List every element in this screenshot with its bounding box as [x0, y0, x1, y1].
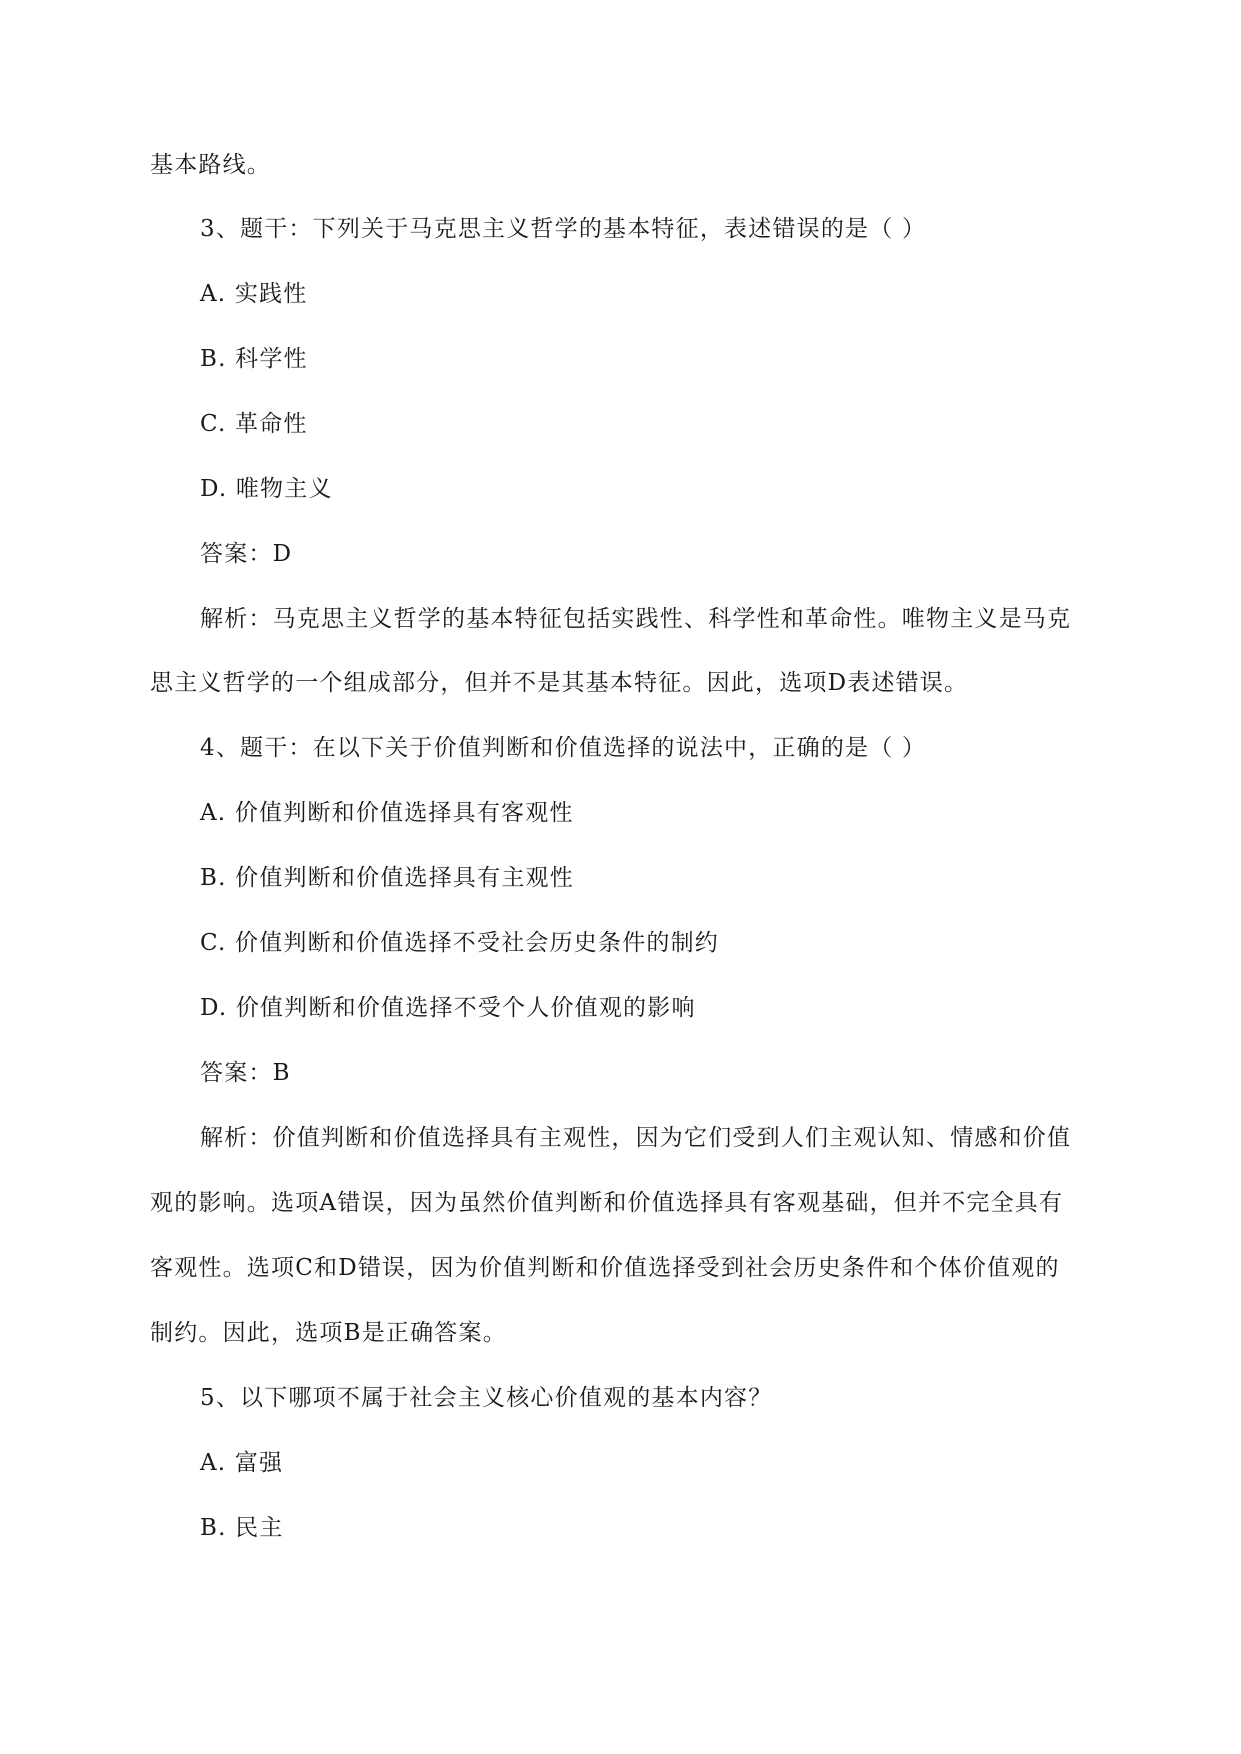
- question-3-option-c: C. 革命性: [200, 411, 308, 437]
- question-4-option-c: C. 价值判断和价值选择不受社会历史条件的制约: [200, 930, 720, 956]
- question-4-analysis-line-3: 客观性。选项C和D错误，因为价值判断和价值选择受到社会历史条件和个体价值观的: [150, 1255, 1060, 1281]
- question-3-stem: 3、题干：下列关于马克思主义哲学的基本特征，表述错误的是（ ）: [200, 216, 927, 242]
- question-3-option-d: D. 唯物主义: [200, 476, 333, 502]
- question-3-analysis-line-2: 思主义哲学的一个组成部分，但并不是其基本特征。因此，选项D表述错误。: [150, 670, 969, 696]
- question-4-analysis-line-4: 制约。因此，选项B是正确答案。: [150, 1320, 507, 1346]
- question-3-option-b: B. 科学性: [200, 346, 308, 372]
- question-5-option-a: A. 富强: [200, 1450, 284, 1476]
- question-5-option-b: B. 民主: [200, 1515, 284, 1541]
- question-4-analysis-line-2: 观的影响。选项A错误，因为虽然价值判断和价值选择具有客观基础，但并不完全具有: [150, 1190, 1064, 1216]
- question-3-analysis-line-1: 解析：马克思主义哲学的基本特征包括实践性、科学性和革命性。唯物主义是马克: [200, 606, 1072, 632]
- question-5-stem: 5、以下哪项不属于社会主义核心价值观的基本内容？: [200, 1385, 773, 1411]
- question-4-option-b: B. 价值判断和价值选择具有主观性: [200, 865, 574, 891]
- question-4-answer: 答案：B: [200, 1060, 291, 1086]
- question-3-answer: 答案：D: [200, 541, 293, 567]
- question-4-stem: 4、题干：在以下关于价值判断和价值选择的说法中，正确的是（ ）: [200, 735, 927, 761]
- question-4-option-a: A. 价值判断和价值选择具有客观性: [200, 800, 574, 826]
- continuation-text: 基本路线。: [150, 152, 271, 178]
- question-4-analysis-line-1: 解析：价值判断和价值选择具有主观性，因为它们受到人们主观认知、情感和价值: [200, 1125, 1072, 1151]
- question-3-option-a: A. 实践性: [200, 281, 308, 307]
- question-4-option-d: D. 价值判断和价值选择不受个人价值观的影响: [200, 995, 696, 1021]
